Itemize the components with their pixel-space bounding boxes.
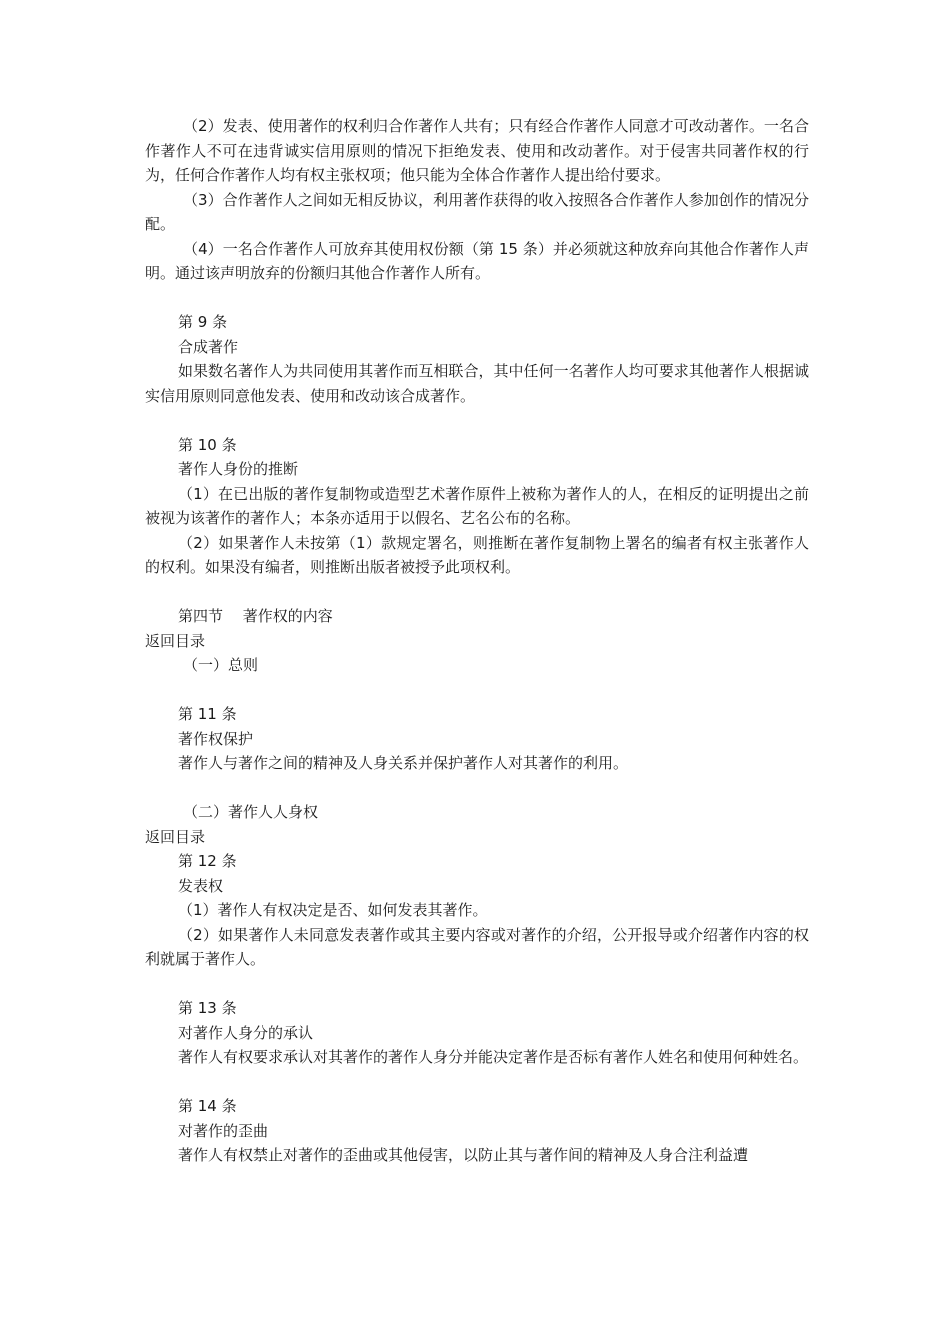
paragraph: 返回目录: [145, 827, 206, 846]
paragraph: 第 13 条: [178, 999, 237, 1017]
paragraph: （1）著作人有权决定是否、如何发表其著作。: [178, 901, 488, 919]
paragraph: （1）在已出版的著作复制物或造型艺术著作原件上被称为著作人的人，在相反的证明提出之前被视为该著作的著作人；本条亦适用于以假名、艺名公布的名称。: [145, 484, 809, 527]
blank-line: [145, 776, 809, 801]
paragraph: （2）如果著作人未按第（1）款规定署名，则推断在著作复制物上署名的编者有权主张著作人的权利。如果没有编者，则推断出版者被授予此项权利。: [145, 533, 809, 576]
paragraph: （4）一名合作著作人可放弃其使用权份额（第 15 条）并必须就这种放弃向其他合作著作人声明。通过该声明放弃的份额归其他合作著作人所有。: [145, 239, 809, 282]
paragraph: 著作权保护: [178, 729, 254, 748]
paragraph: 第 14 条: [178, 1097, 237, 1115]
paragraph: 著作人身份的推断: [178, 460, 299, 478]
paragraph: 返回目录: [145, 631, 206, 650]
paragraph: （二）著作人人身权: [183, 803, 319, 821]
blank-line: [145, 1070, 809, 1095]
paragraph: 著作人与著作之间的精神及人身关系并保护著作人对其著作的利用。: [178, 754, 629, 772]
paragraph: 第 10 条: [178, 435, 237, 454]
blank-line: [145, 286, 809, 311]
blank-line: [145, 678, 809, 703]
paragraph: （2）发表、使用著作的权利归合作著作人共有；只有经合作著作人同意才可改动著作。一名合作著作人不可在违背诚实信用原则的情况下拒绝发表、使用和改动著作。对于侵害共同著作权的行为，任何合作著作人均有权主张权项；他只能为全体合作著作人提出给付要求。: [145, 117, 809, 184]
paragraph: 著作人有权禁止对著作的歪曲或其他侵害，以防止其与著作间的精神及人身合注利益遭: [178, 1146, 749, 1164]
paragraph: 对著作人身分的承认: [178, 1023, 314, 1042]
paragraph: 合成著作: [178, 337, 239, 356]
paragraph: 第四节 著作权的内容: [178, 607, 333, 625]
paragraph: （一）总则: [183, 656, 259, 674]
blank-line: [145, 408, 809, 433]
paragraph: 著作人有权要求承认对其著作的著作人身分并能决定著作是否标有著作人姓名和使用何种姓名。: [178, 1048, 809, 1066]
paragraph: 如果数名著作人为共同使用其著作而互相联合，其中任何一名著作人均可要求其他著作人根据诚实信用原则同意他发表、使用和改动该合成著作。: [145, 362, 809, 405]
paragraph: 第 9 条: [178, 313, 228, 331]
paragraph: 第 12 条: [178, 852, 237, 870]
blank-line: [145, 972, 809, 997]
paragraph: 第 11 条: [178, 705, 237, 723]
paragraph: 发表权: [178, 876, 224, 895]
document-body: [145, 114, 809, 1168]
paragraph: （3）合作著作人之间如无相反协议，利用著作获得的收入按照各合作著作人参加创作的情况分配。: [145, 190, 809, 233]
blank-line: [145, 580, 809, 605]
paragraph: （2）如果著作人未同意发表著作或其主要内容或对著作的介绍，公开报导或介绍著作内容的权利就属于著作人。: [145, 925, 809, 968]
paragraph: 对著作的歪曲: [178, 1121, 269, 1140]
